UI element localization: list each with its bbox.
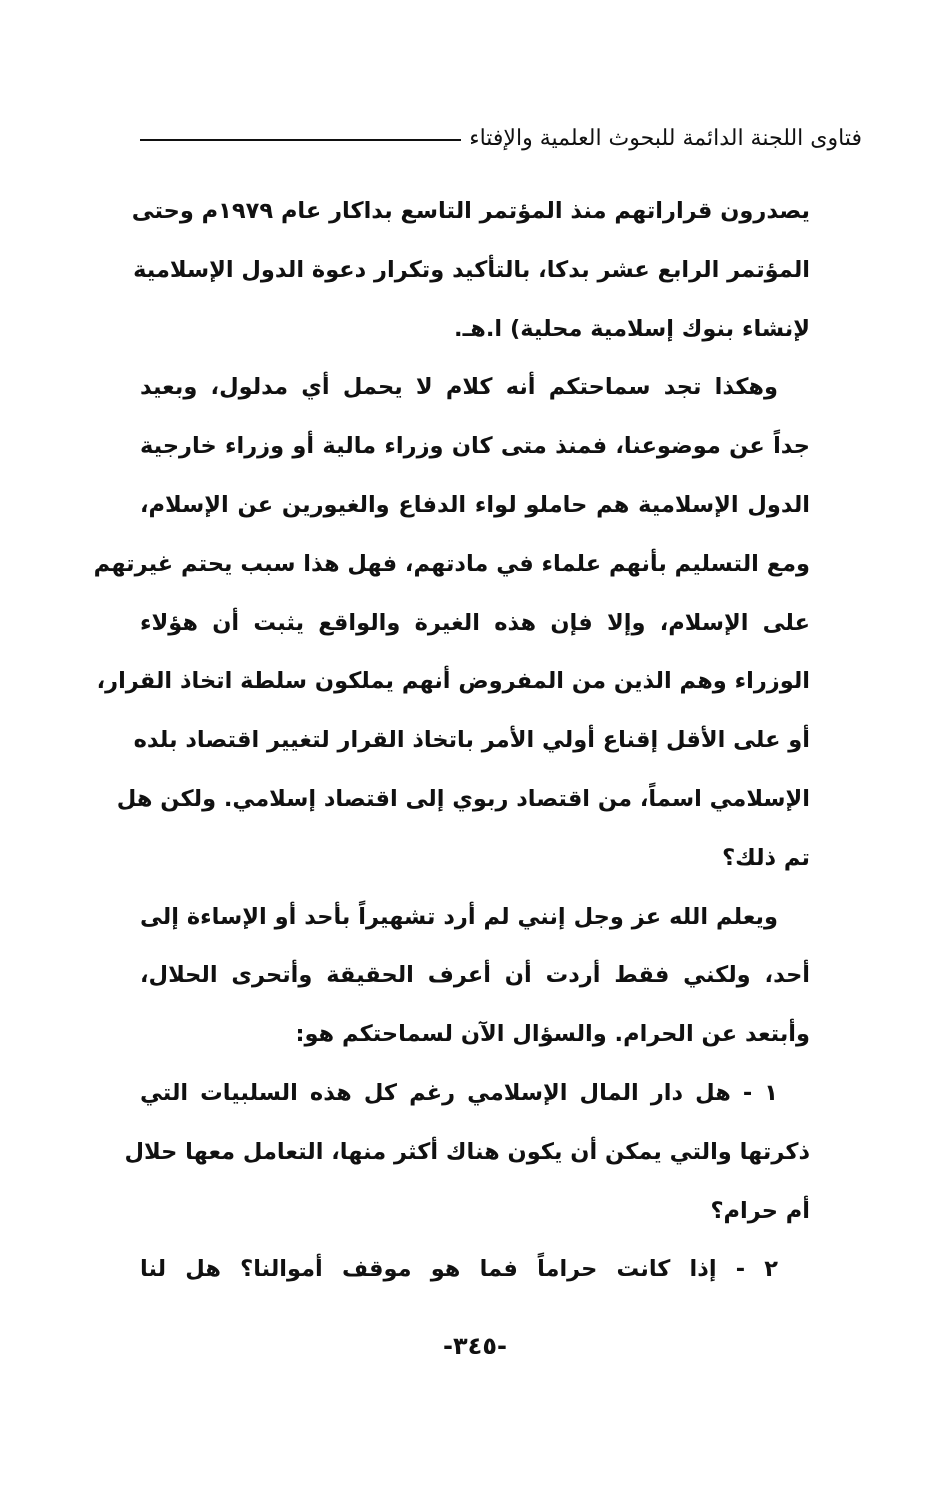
text-line: أم حرام؟: [710, 1197, 810, 1224]
text-line: على الإسلام، وإلا فإن هذه الغيرة والواقع يثبت أن هؤلاء: [140, 609, 810, 636]
text-line: الإسلامي اسماً، من اقتصاد ربوي إلى اقتصاد إسلامي. ولكن هل: [116, 785, 810, 812]
header-rule: [140, 139, 461, 141]
running-header: [140, 118, 862, 158]
text-line: ومع التسليم بأنهم علماء في مادتهم، فهل هذا سبب يحتم غيرتهم: [93, 550, 810, 577]
running-header-title: فتاوى اللجنة الدائمة للبحوث العلمية والإفتاء: [469, 125, 862, 151]
text-line: ويعلم الله عز وجل إنني لم أرد تشهيراً بأحد أو الإساءة إلى: [140, 903, 778, 930]
text-line: لإنشاء بنوك إسلامية محلية) ا.هـ.: [454, 315, 810, 342]
text-line: تم ذلك؟: [722, 844, 810, 871]
text-line: أحد، ولكني فقط أردت أن أعرف الحقيقة وأتحرى الحلال،: [140, 962, 810, 989]
text-line: ١ - هل دار المال الإسلامي رغم كل هذه السلبيات التي: [140, 1079, 778, 1106]
body-text: [93, 182, 810, 1299]
text-line: المؤتمر الرابع عشر بدكا، بالتأكيد وتكرار دعوة الدول الإسلامية: [133, 256, 810, 283]
page-number: -٣٤٥-: [443, 1332, 507, 1360]
text-line: وهكذا تجد سماحتكم أنه كلام لا يحمل أي مدلول، وبعيد: [140, 374, 778, 401]
text-line: يصدرون قراراتهم منذ المؤتمر التاسع بداكار عام ١٩٧٩م وحتى: [131, 198, 810, 224]
text-line: ذكرتها والتي يمكن أن يكون هناك أكثر منها، التعامل معها حلال: [124, 1138, 810, 1165]
text-line: الوزراء وهم الذين من المفروض أنهم يملكون سلطة اتخاذ القرار،: [96, 668, 810, 695]
text-line: ٢ - إذا كانت حراماً فما هو موقف أموالنا؟ هل لنا: [140, 1256, 778, 1283]
text-line: الدول الإسلامية هم حاملو لواء الدفاع والغيورين عن الإسلام،: [140, 491, 810, 518]
text-line: أو على الأقل إقناع أولي الأمر باتخاذ القرار لتغيير اقتصاد بلده: [133, 727, 810, 754]
text-line: وأبتعد عن الحرام. والسؤال الآن لسماحتكم هو:: [295, 1021, 810, 1048]
text-line: جداً عن موضوعنا، فمنذ متى كان وزراء مالية أو وزراء خارجية: [140, 433, 810, 460]
